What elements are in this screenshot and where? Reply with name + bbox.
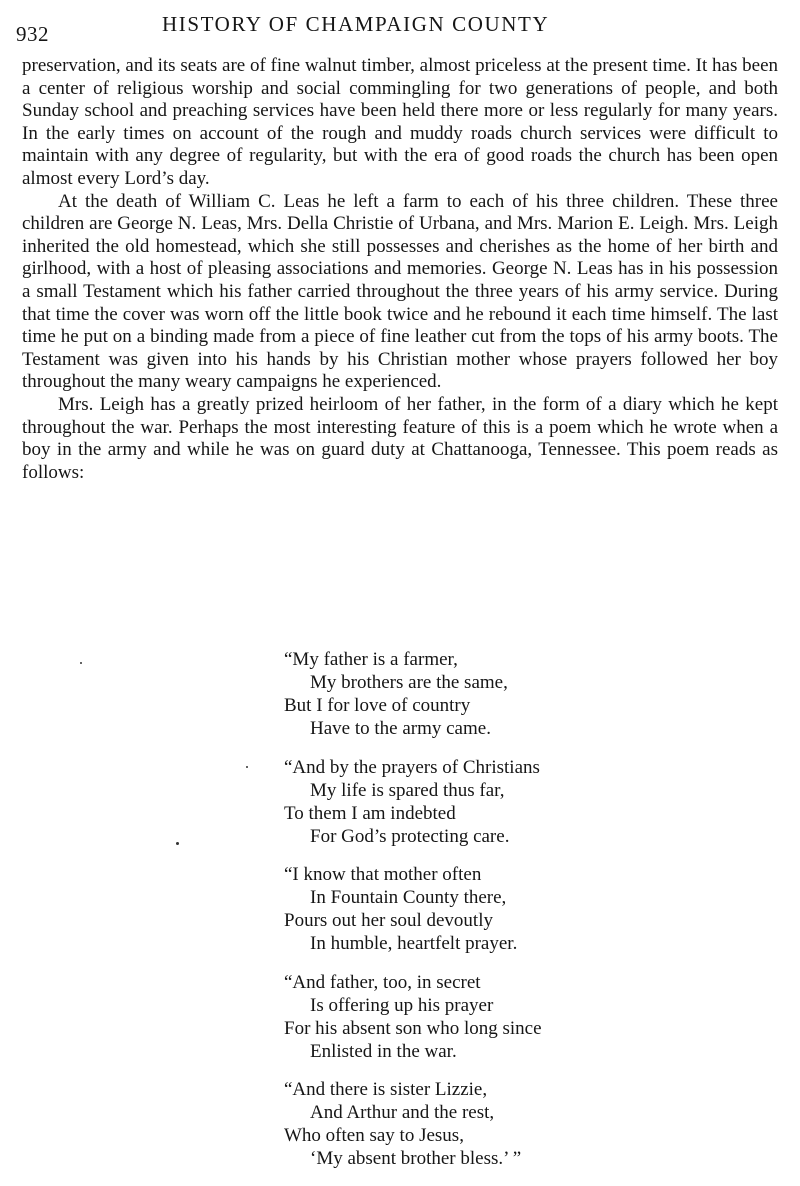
poem-line: Pours out her soul devoutly <box>284 910 493 931</box>
poem-line: And Arthur and the rest, <box>310 1102 495 1123</box>
poem-stanza <box>284 863 704 955</box>
poem-line: My brothers are the same, <box>310 672 508 693</box>
poem-line: In humble, heartfelt prayer. <box>310 933 518 954</box>
poem-stanza <box>284 1078 704 1170</box>
poem-line: Enlisted in the war. <box>310 1040 457 1062</box>
poem-line: “I know that mother often <box>284 864 482 885</box>
print-speck <box>246 766 248 768</box>
page-number: 932 <box>16 22 49 46</box>
poem-line: “And there is sister Lizzie, <box>284 1079 488 1100</box>
poem-line: For God’s protecting care. <box>310 825 510 847</box>
poem-stanza <box>284 756 704 848</box>
poem-line: To them I am indebted <box>284 802 456 824</box>
poem-line: My life is spared thus far, <box>310 779 505 801</box>
running-head: HISTORY OF CHAMPAIGN COUNTY <box>162 12 550 36</box>
print-speck <box>176 842 179 845</box>
poem-line: “And father, too, in secret <box>284 971 481 993</box>
poem <box>284 648 704 1186</box>
poem-line: “My father is a farmer, <box>284 649 458 670</box>
paragraph: preservation, and its seats are of fine walnut timber, almost priceless at the present time. It has been a center of religious worship and social commingling for two generations of people, and both Sunday school and preaching services have been held there more or less regularly for many years. In the early times on account of the rough and muddy roads church services were difficult to maintain with any degree of regularity, but with the era of good roads the church has been open almost every Lord’s day. <box>22 55 778 189</box>
poem-line: For his absent son who long since <box>284 1017 542 1039</box>
page-header <box>16 8 786 46</box>
poem-line: But I for love of country <box>284 695 471 716</box>
print-speck <box>80 662 82 664</box>
poem-stanza <box>284 648 704 740</box>
poem-stanza <box>284 971 704 1063</box>
poem-line: Have to the army came. <box>310 718 491 739</box>
poem-line: “And by the prayers of Christians <box>284 756 540 778</box>
poem-line: In Fountain County there, <box>310 887 507 908</box>
body-text <box>22 55 778 484</box>
paragraph: At the death of William C. Leas he left a farm to each of his three children. These three children are George N. Leas, Mrs. Della Christie of Urbana, and Mrs. Marion E. Leigh. Mrs. Leigh inherited the old homestead, which she still possesses and cherishes as the home of her birth and girlhood, with a host of pleasing associations and memories. George N. Leas has in his possession a small Testament which his father carried throughout the three years of his army service. During that time the cover was worn off the little book twice and he rebound it each time himself. The last time he put on a binding made from a piece of fine leather cut from the tops of his army boots. The Testament was given into his hands by his Christian mother whose prayers followed her boy throughout the many weary campaigns he experienced. <box>22 190 778 393</box>
paragraph: Mrs. Leigh has a greatly prized heirloom of her father, in the form of a diary which he kept throughout the war. Perhaps the most interesting feature of this is a poem which he wrote when a boy in the army and while he was on guard duty at Chattanooga, Tennessee. This poem reads as follows: <box>22 393 778 483</box>
poem-line: ‘My absent brother bless.’ ” <box>310 1148 522 1169</box>
poem-line: Is offering up his prayer <box>310 994 494 1016</box>
poem-line: Who often say to Jesus, <box>284 1125 464 1146</box>
